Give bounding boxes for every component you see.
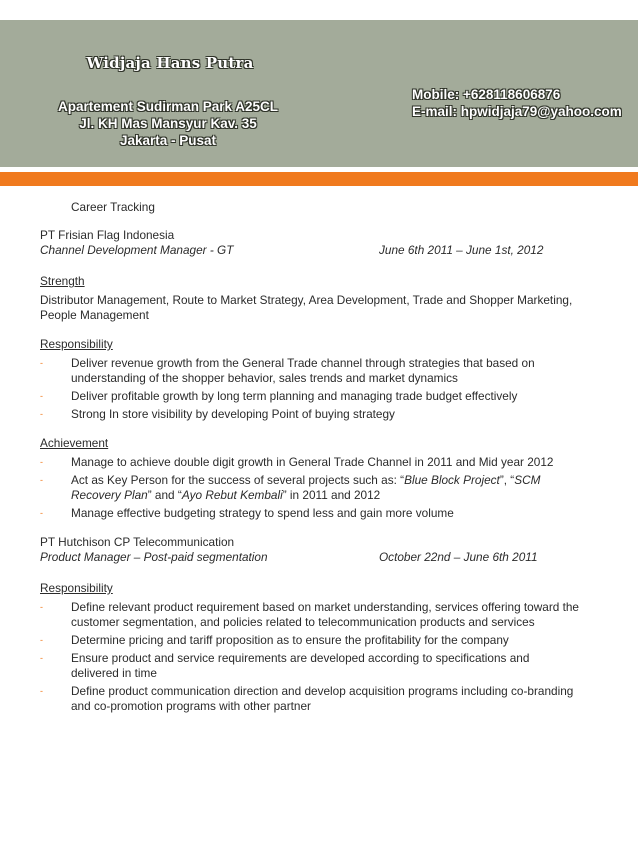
dash-bullet-icon: -: [40, 635, 43, 645]
resume-content: [40, 194, 580, 717]
strength-heading: Strength: [40, 274, 85, 288]
list-item: - Strong In store visibility by developing Point of buying strategy: [40, 407, 395, 421]
strength-block: [40, 274, 580, 323]
address-line-2: Jl. KH Mas Mansyur Kav. 35: [79, 116, 257, 131]
job-position: Product Manager – Post-paid segmentation: [40, 550, 268, 564]
achievement-block: [40, 436, 580, 521]
job-position: Channel Development Manager - GT: [40, 243, 234, 257]
company-name: PT Frisian Flag Indonesia: [40, 228, 175, 242]
email-address: E-mail: hpwidjaja79@yahoo.com: [412, 104, 622, 119]
responsibility-list: [40, 356, 580, 422]
job-entry: [40, 535, 580, 567]
job-title-row: [40, 550, 580, 567]
dash-bullet-icon: -: [40, 475, 43, 485]
project-name: Blue Block Project: [404, 473, 500, 487]
dash-bullet-icon: -: [40, 409, 43, 419]
job-period: October 22nd – June 6th 2011: [379, 550, 538, 564]
list-item: - Deliver revenue growth from the General Trade channel through strategies that based on understanding of the shopper behavior, sales trends and market dynamics: [40, 356, 535, 385]
responsibility-list: [40, 600, 580, 714]
list-item: - Ensure product and service requirements are developed according to specifications and delivered in time: [40, 651, 530, 680]
address-line-3: Jakarta - Pusat: [119, 133, 217, 148]
job-title-row: [40, 243, 580, 260]
address-block: [0, 98, 336, 149]
accent-divider: [0, 172, 638, 186]
address-line-1: Apartement Sudirman Park A25CL: [57, 99, 279, 114]
company-name: PT Hutchison CP Telecommunication: [40, 535, 235, 549]
dash-bullet-icon: -: [40, 457, 43, 467]
responsibility-heading: Responsibility: [40, 581, 113, 595]
project-name: Ayo Rebut Kembali: [181, 488, 283, 502]
project-name: SCM Recovery Plan: [71, 473, 541, 502]
dash-bullet-icon: -: [40, 602, 43, 612]
dash-bullet-icon: -: [40, 508, 43, 518]
dash-bullet-icon: -: [40, 391, 43, 401]
dash-bullet-icon: -: [40, 358, 43, 368]
section-title: Career Tracking: [71, 200, 155, 214]
responsibility-block: [40, 581, 580, 714]
job-entry: [40, 228, 580, 260]
candidate-name: Widjaja Hans Putra: [86, 54, 254, 72]
resume-header: [0, 20, 638, 167]
responsibility-heading: Responsibility: [40, 337, 113, 351]
list-item: - Determine pricing and tariff proposition as to ensure the profitability for the company: [40, 633, 509, 647]
job-period: June 6th 2011 – June 1st, 2012: [379, 243, 544, 257]
mobile-number: Mobile: +628118606876: [412, 87, 561, 102]
list-item: - Manage effective budgeting strategy to spend less and gain more volume: [40, 506, 454, 520]
dash-bullet-icon: -: [40, 653, 43, 663]
list-item: - Act as Key Person for the success of several projects such as: “Blue Block Project”, “SCM Recovery Plan” and “Ayo Rebut Kembali” in 2011 and 2012: [40, 473, 541, 502]
responsibility-block: [40, 337, 580, 422]
strength-text: Distributor Management, Route to Market Strategy, Area Development, Trade and Shopper Marketing, People Management: [40, 293, 573, 322]
section-header: [40, 194, 580, 224]
list-item: - Define relevant product requirement based on market understanding, services offering toward the customer segmentation, and policies related to telecommunication products and services: [40, 600, 579, 629]
list-item: - Define product communication direction and develop acquisition programs including co-branding and co-promotion programs with other partner: [40, 684, 574, 713]
list-item: - Deliver profitable growth by long term planning and managing trade budget effectively: [40, 389, 518, 403]
dash-bullet-icon: -: [40, 686, 43, 696]
achievement-list: [40, 455, 580, 521]
list-item: - Manage to achieve double digit growth in General Trade Channel in 2011 and Mid year 2012: [40, 455, 554, 469]
achievement-heading: Achievement: [40, 436, 109, 450]
contact-block: [412, 86, 632, 120]
